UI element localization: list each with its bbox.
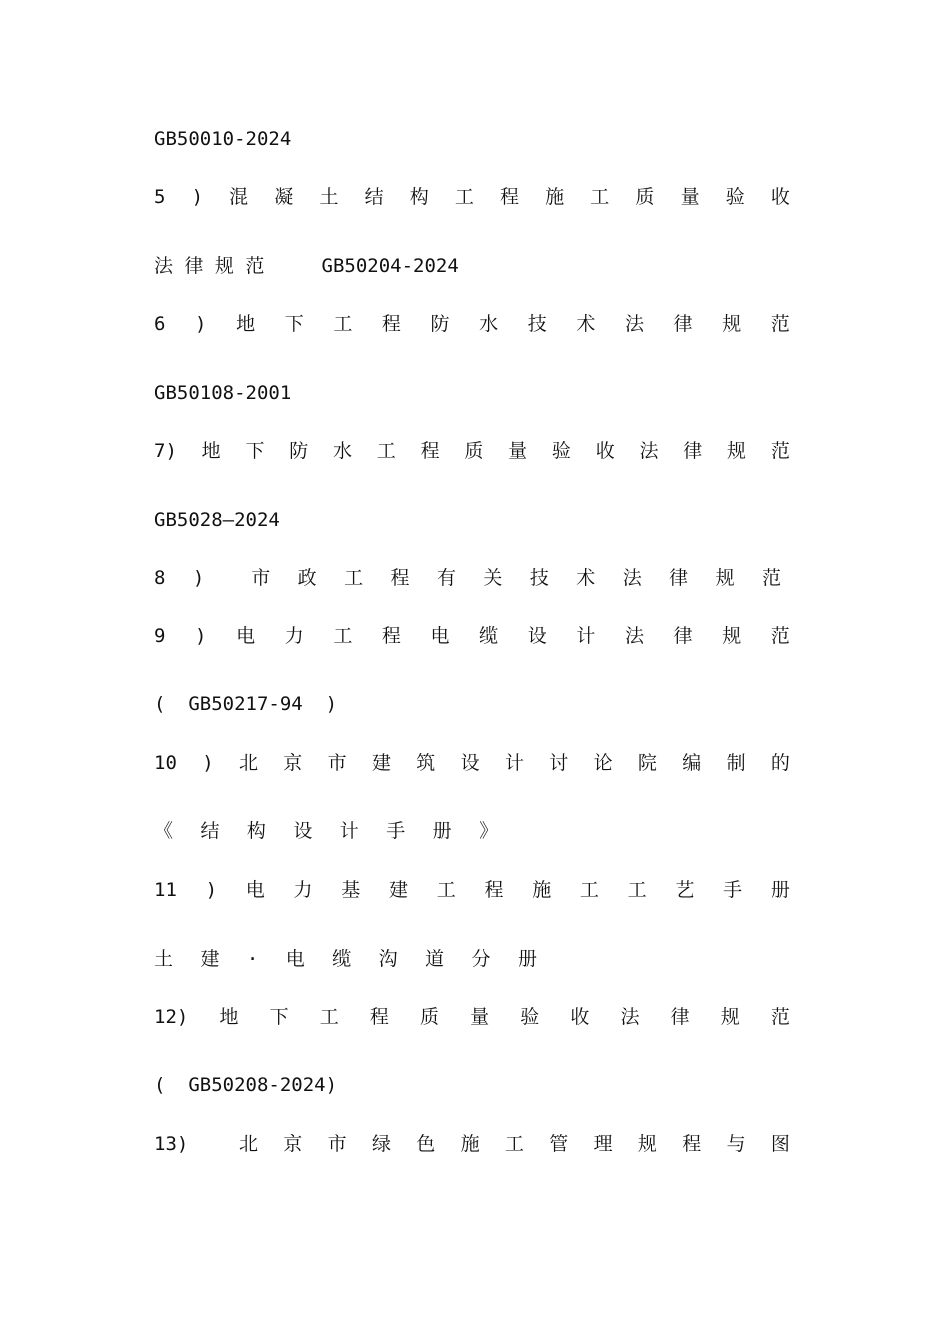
text-token: 12): [154, 1006, 189, 1028]
text-token: 5: [154, 186, 166, 208]
text-token: ): [191, 186, 204, 208]
text-token: 水: [333, 440, 353, 462]
text-token: 量: [680, 186, 700, 208]
text-token: 规: [637, 1133, 657, 1155]
justified-line: [154, 312, 790, 336]
text-token: 建: [371, 752, 391, 774]
text-token: 量: [470, 1006, 490, 1028]
text-token: 质: [419, 1006, 439, 1028]
text-token: 地: [201, 440, 221, 462]
text-token: 计: [576, 625, 596, 647]
text-token: 构: [409, 186, 429, 208]
text-token: 工: [627, 879, 647, 901]
text-token: 讨: [549, 752, 569, 774]
text-token: 施: [460, 1133, 480, 1155]
text-token: 工: [333, 625, 353, 647]
text-token: 工: [333, 313, 353, 335]
text-token: 设: [460, 752, 480, 774]
text-token: 术: [576, 313, 596, 335]
text-token: 的: [770, 752, 790, 774]
justified-line: [154, 878, 790, 902]
text-token: 建: [388, 879, 408, 901]
text-token: 院: [637, 752, 657, 774]
text-token: 手: [723, 879, 743, 901]
justified-line: [154, 1005, 790, 1029]
text-token: 凝: [274, 186, 294, 208]
text-token: 范: [770, 440, 790, 462]
text-token: 法: [624, 625, 644, 647]
text-token: 程: [484, 879, 504, 901]
justified-line: [154, 185, 790, 209]
text-token: 规: [720, 1006, 740, 1028]
text-token: 工: [454, 186, 474, 208]
text-token: 电: [236, 625, 256, 647]
text-token: 收: [570, 1006, 590, 1028]
text-token: 律: [670, 1006, 690, 1028]
text-token: 图: [770, 1133, 790, 1155]
text-token: 程: [369, 1006, 389, 1028]
text-token: 验: [725, 186, 745, 208]
text-token: 混: [229, 186, 249, 208]
text-token: 规: [722, 313, 742, 335]
text-token: 工: [319, 1006, 339, 1028]
text-token: 验: [551, 440, 571, 462]
text-token: 筑: [416, 752, 436, 774]
text-token: 技: [527, 313, 547, 335]
text-token: 规: [727, 440, 747, 462]
text-token: 范: [770, 1006, 790, 1028]
text-token: 京: [283, 752, 303, 774]
text-token: 范: [770, 625, 790, 647]
text-line: 8 ) 市 政 工 程 有 关 技 术 法 律 规 范: [154, 567, 790, 589]
text-token: 地: [219, 1006, 239, 1028]
text-token: 规: [722, 625, 742, 647]
text-token: 工: [504, 1133, 524, 1155]
text-token: 7): [154, 440, 177, 462]
text-token: 艺: [675, 879, 695, 901]
text-token: 收: [770, 186, 790, 208]
text-token: 色: [416, 1133, 436, 1155]
text-line: GB50010-2024: [154, 128, 292, 150]
text-token: ): [195, 625, 207, 647]
text-token: 电: [245, 879, 265, 901]
text-token: 工: [436, 879, 456, 901]
text-token: 收: [595, 440, 615, 462]
text-token: ): [205, 879, 218, 901]
text-token: 市: [327, 752, 347, 774]
text-token: 程: [381, 313, 401, 335]
text-line: ( GB50208-2024): [154, 1074, 338, 1096]
text-token: 计: [504, 752, 524, 774]
text-token: 管: [549, 1133, 569, 1155]
text-token: 土: [319, 186, 339, 208]
text-token: 工: [376, 440, 396, 462]
text-token: 验: [520, 1006, 540, 1028]
text-token: 下: [245, 440, 265, 462]
justified-line: [154, 1132, 790, 1156]
text-token: 地: [236, 313, 256, 335]
text-token: 法: [620, 1006, 640, 1028]
text-token: 论: [593, 752, 613, 774]
text-token: 力: [293, 879, 313, 901]
text-token: 法: [639, 440, 659, 462]
text-token: 程: [420, 440, 440, 462]
text-token: 法: [624, 313, 644, 335]
text-token: 下: [284, 313, 304, 335]
text-token: 北: [238, 1133, 258, 1155]
text-token: 质: [635, 186, 655, 208]
text-token: 与: [726, 1133, 746, 1155]
text-token: 防: [289, 440, 309, 462]
text-line: 《 结 构 设 计 手 册 》: [154, 820, 507, 842]
text-token: 6: [154, 313, 166, 335]
text-token: 基: [341, 879, 361, 901]
text-token: 13): [154, 1133, 189, 1155]
text-token: 防: [430, 313, 450, 335]
text-token: 水: [479, 313, 499, 335]
text-token: 编: [682, 752, 702, 774]
text-line: 土 建 · 电 缆 沟 道 分 册: [154, 948, 545, 970]
text-token: 程: [682, 1133, 702, 1155]
text-token: 结: [364, 186, 384, 208]
text-token: 9: [154, 625, 166, 647]
text-line: ( GB50217-94 ): [154, 693, 338, 715]
text-token: 北: [238, 752, 258, 774]
text-token: 制: [726, 752, 746, 774]
text-token: 律: [673, 313, 693, 335]
text-token: ): [202, 752, 214, 774]
justified-line: [154, 751, 790, 775]
text-token: 册: [770, 879, 790, 901]
text-token: 京: [283, 1133, 303, 1155]
text-token: 律: [683, 440, 703, 462]
text-line: GB5028—2024: [154, 509, 280, 531]
text-line: 法 律 规 范 GB50204-2024: [154, 255, 459, 277]
text-token: 设: [527, 625, 547, 647]
text-token: 绿: [371, 1133, 391, 1155]
justified-line: [154, 624, 790, 648]
text-token: 11: [154, 879, 177, 901]
text-token: 质: [464, 440, 484, 462]
text-token: 律: [673, 625, 693, 647]
text-token: 理: [593, 1133, 613, 1155]
justified-line: [154, 439, 790, 463]
text-token: 量: [508, 440, 528, 462]
text-token: 工: [579, 879, 599, 901]
text-token: ): [195, 313, 207, 335]
text-token: 市: [327, 1133, 347, 1155]
text-token: 施: [545, 186, 565, 208]
text-token: 电: [430, 625, 450, 647]
text-token: 10: [154, 752, 177, 774]
text-token: 施: [532, 879, 552, 901]
text-token: 范: [770, 313, 790, 335]
text-line: GB50108-2001: [154, 382, 292, 404]
text-token: 工: [590, 186, 610, 208]
text-token: 力: [284, 625, 304, 647]
text-token: 程: [500, 186, 520, 208]
text-token: 下: [269, 1006, 289, 1028]
text-token: 程: [381, 625, 401, 647]
text-token: 缆: [479, 625, 499, 647]
